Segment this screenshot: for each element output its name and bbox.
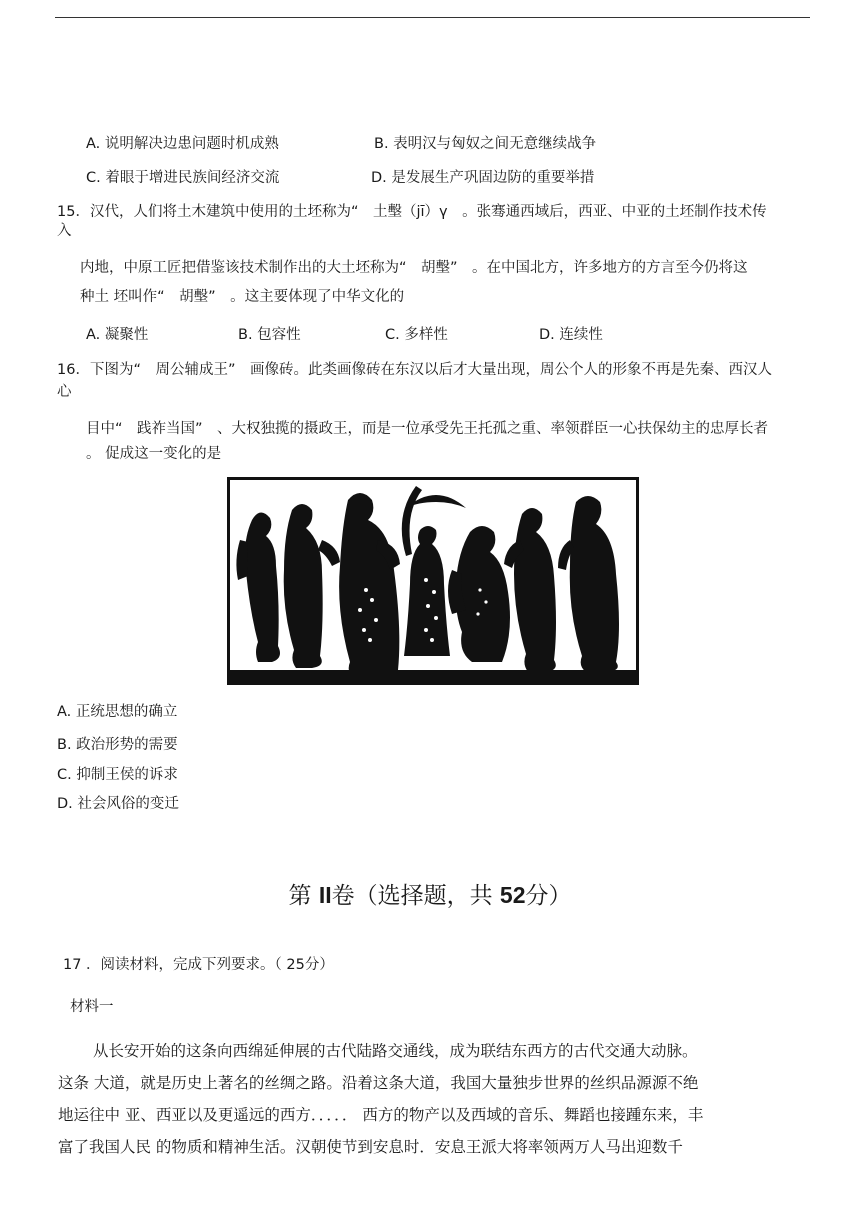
q17-material-line1: 从长安开始的这条向西绵延伸展的古代陆路交通线，成为联结东西方的古代交通大动脉。 — [93, 1042, 698, 1060]
q16-stem-line1: 16．下图为“ 周公辅成王” 画像砖。此类画像砖在东汉以后才大量出现，周公个人的形象不再是先秦、西汉人 — [57, 362, 772, 378]
q17-material-line4: 富了我国人民 的物质和精神生活。汉朝使节到安息时．安息王派大将率领两万人马出迎数千 — [58, 1138, 683, 1156]
q14-option-b[interactable]: B. 表明汉与匈奴之间无意继续战争 — [374, 136, 597, 152]
q16-option-d[interactable]: D. 社会风俗的变迁 — [57, 796, 179, 812]
q15-option-c[interactable]: C. 多样性 — [385, 327, 448, 343]
q16-stem-line1-wrap: 心 — [57, 384, 72, 400]
relief-figures-illustration — [230, 480, 636, 682]
q17-material-label: 材料一 — [70, 999, 114, 1015]
q16-stem-line3: 。 促成这一变化的是 — [86, 446, 222, 462]
q14-option-d[interactable]: D. 是发展生产巩固边防的重要举措 — [371, 170, 595, 186]
q17-material-line3: 地运往中 亚、西亚以及更遥远的西方．．．．． 西方的物产以及西域的音乐、舞蹈也接踵东来，丰 — [58, 1106, 704, 1124]
part-title-middle: 卷（选择题，共 — [331, 883, 493, 909]
q15-stem-line2: 内地，中原工匠把借鉴该技术制作出的大土坯称为“ 胡墼” 。在中国北方，许多地方的方言至今仍将这 — [80, 260, 748, 276]
q16-option-a[interactable]: A. 正统思想的确立 — [57, 704, 178, 720]
q16-option-b[interactable]: B. 政治形势的需要 — [57, 737, 178, 753]
q16-stem-line2: 目中“ 践祚当国” 、大权独揽的摄政王，而是一位承受先王托孤之重、率领群臣一心扶保幼主的忠厚长者 — [86, 421, 769, 437]
q14-option-a[interactable]: A. 说明解决边患问题时机成熟 — [86, 136, 279, 152]
relief-brick-image — [227, 477, 639, 685]
q15-option-d[interactable]: D. 连续性 — [539, 327, 603, 343]
part-title-prefix: 第 — [288, 883, 312, 909]
q15-stem-line1: 15．汉代，人们将土木建筑中使用的土坯称为“ 土墼（jī）ү 。张骞通西域后，西亚、中亚的土坯制作技术传 — [57, 204, 767, 220]
q17-material-line2: 这条 大道，就是历史上著名的丝绸之路。沿着这条大道，我国大量独步世界的丝织品源源不绝 — [58, 1074, 699, 1092]
part-title-roman: II — [318, 882, 332, 908]
part-title-score: 52 — [499, 882, 526, 908]
q15-option-b[interactable]: B. 包容性 — [238, 327, 301, 343]
part-title-suffix: 分） — [525, 883, 572, 909]
q14-option-c[interactable]: C. 着眼于增进民族间经济交流 — [86, 170, 280, 186]
q16-option-c[interactable]: C. 抑制王侯的诉求 — [57, 767, 178, 783]
q15-stem-line1-wrap: 入 — [57, 223, 72, 239]
q17-stem: 17 ．阅读材料，完成下列要求。（ 25分） — [63, 957, 334, 973]
q15-stem-line3: 种土 坯叫作“ 胡墼” 。这主要体现了中华文化的 — [80, 289, 405, 305]
header-rule — [55, 17, 810, 18]
part-two-title — [0, 880, 860, 911]
q15-option-a[interactable]: A. 凝聚性 — [86, 327, 149, 343]
